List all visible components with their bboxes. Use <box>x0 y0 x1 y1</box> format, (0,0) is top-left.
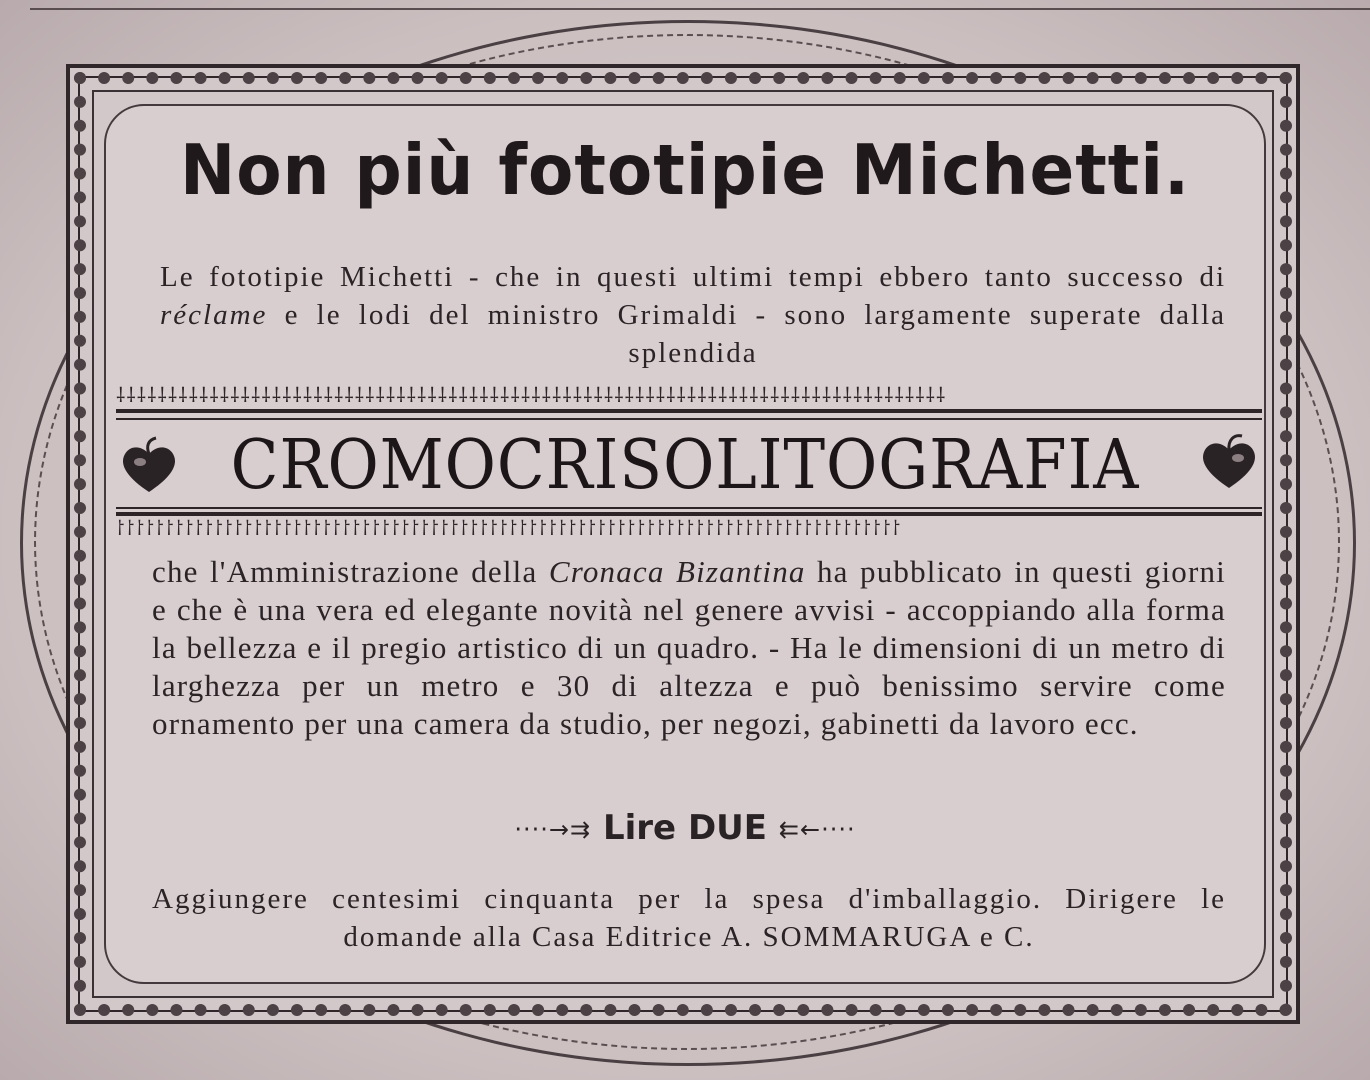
upper-ornament-row: ⸸⸸⸸⸸⸸⸸⸸⸸⸸⸸⸸⸸⸸⸸⸸⸸⸸⸸⸸⸸⸸⸸⸸⸸⸸⸸⸸⸸⸸⸸⸸⸸⸸⸸⸸⸸⸸⸸⸸⸸⸸⸸⸸⸸⸸⸸⸸⸸⸸⸸⸸⸸⸸⸸⸸⸸⸸⸸⸸⸸⸸⸸⸸⸸⸸⸸⸸⸸⸸⸸⸸⸸⸸⸸⸸⸸⸸⸸⸸⸸ <box>116 384 947 406</box>
description-text-end: ha pubblicato in questi giorni e che è una vera ed elegante novità nel genere avvisi - accoppiando alla forma la bellezza e il pregio artistico di un quadro. - Ha le dimensioni di un metro di larghezza per un metro e 30 di altezza e può benissimo servire come ornamento per una camera da studio, per negozi, gabinetti da lavoro ecc. <box>152 554 1226 741</box>
heart-ornament-right-icon <box>1198 430 1260 492</box>
upper-thick-rule <box>116 409 1262 413</box>
headline: Non più fototipie Michetti. <box>179 130 1191 211</box>
page-top-rule <box>30 0 1370 10</box>
description-text-start: che l'Amministrazione della <box>152 554 549 589</box>
publication-name: Cronaca Bizantina <box>548 554 806 589</box>
ordering-note: Aggiungere centesimi cinquanta per la spesa d'imballaggio. Dirigere le domande alla Casa Editrice A. SOMMARUGA e C. <box>152 883 1226 953</box>
banner-word: CROMOCRISOLITOGRAFIA <box>230 426 1140 505</box>
intro-text-end: e le lodi del ministro Grimaldi - sono largamente superate dalla splendida <box>267 299 1226 369</box>
price-label: Lire DUE <box>602 808 768 848</box>
advertisement-panel <box>104 104 1266 984</box>
intro-italic-word: réclame <box>160 299 268 331</box>
intro-text-start: Le fototipie Michetti - che in questi ultimi tempi ebbero tanto successo di <box>160 261 1226 293</box>
price-left-ornament: ····→⇉ <box>514 815 592 844</box>
lower-thin-rule <box>116 507 1262 509</box>
lower-thick-rule <box>116 512 1262 516</box>
intro-paragraph <box>160 258 1226 372</box>
upper-thin-rule <box>116 418 1262 420</box>
price-right-ornament: ⇇←···· <box>778 815 856 844</box>
lower-ornament-row: ⸷⸷⸷⸷⸷⸷⸷⸷⸷⸷⸷⸷⸷⸷⸷⸷⸷⸷⸷⸷⸷⸷⸷⸷⸷⸷⸷⸷⸷⸷⸷⸷⸷⸷⸷⸷⸷⸷⸷⸷⸷⸷⸷⸷⸷⸷⸷⸷⸷⸷⸷⸷⸷⸷⸷⸷⸷⸷⸷⸷⸷⸷⸷⸷⸷⸷⸷⸷⸷⸷⸷⸷⸷⸷⸷⸷⸷⸷⸷⸷ <box>116 517 902 539</box>
description-paragraph <box>152 553 1226 743</box>
price-line <box>0 808 1370 848</box>
